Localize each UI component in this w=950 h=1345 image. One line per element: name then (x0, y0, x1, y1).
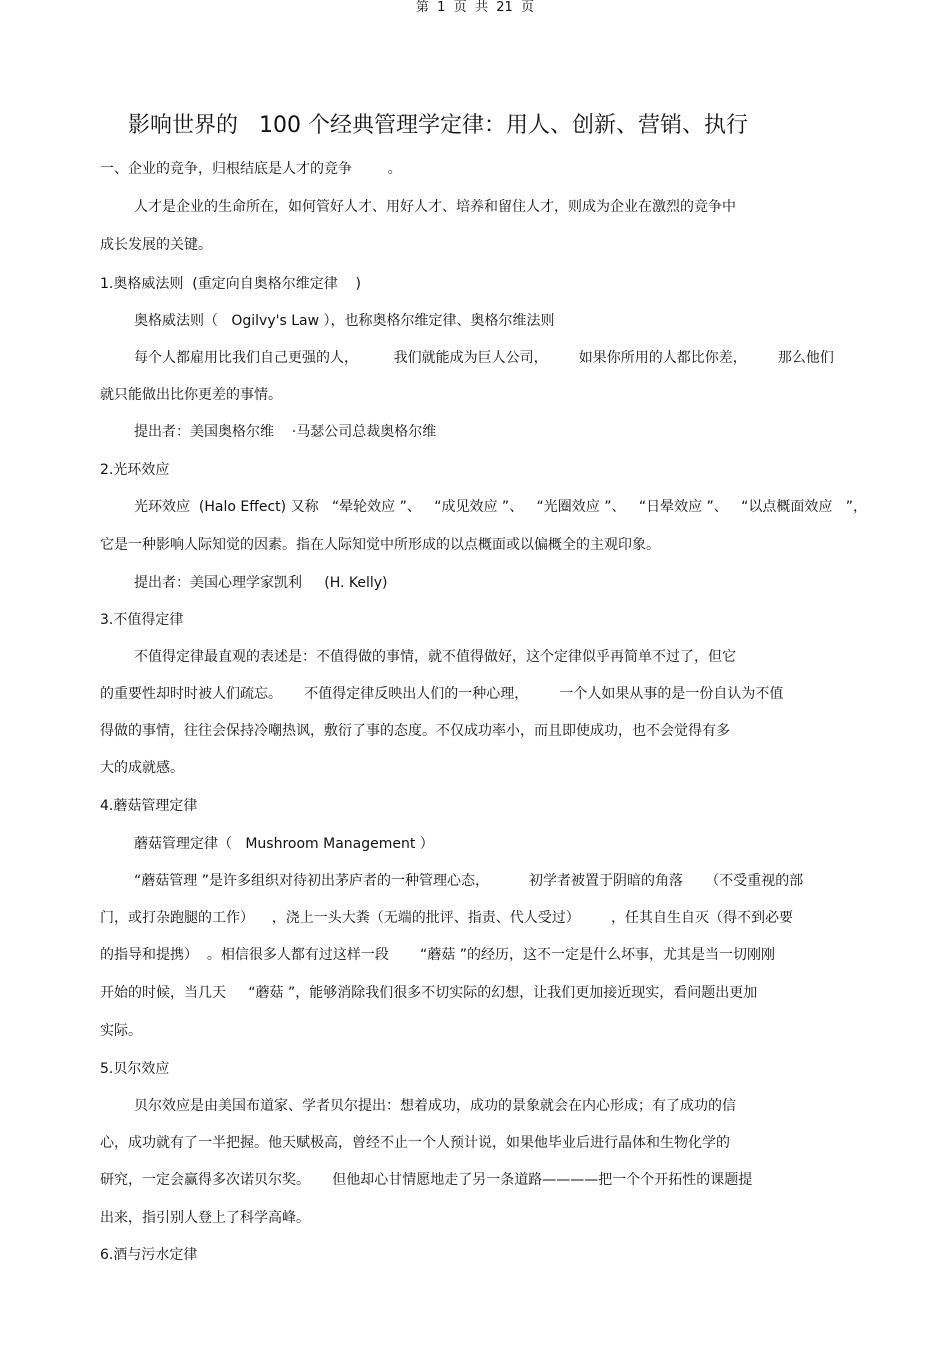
paragraph-line: 成长发展的关键。 (100, 237, 212, 253)
paragraph-line: 开始的时候，当几天 “蘑菇 ”，能够消除我们很多不切实际的幻想，让我们更加接近现实，看问题出更加 (100, 985, 758, 1001)
law-heading-1: 1.奥格威法则 (重定向自奥格尔维定律 ) (100, 276, 361, 292)
paragraph-line: 它是一种影响人际知觉的因素。指在人际知觉中所形成的以点概面或以偏概全的主观印象。 (100, 537, 660, 553)
proposer-line: 提出者：美国心理学家凯利 (H. Kelly) (134, 575, 388, 591)
paragraph-line: 奥格威法则（ Ogilvy's Law ），也称奥格尔维定律、奥格尔维法则 (134, 313, 555, 329)
proposer-line: 提出者：美国奥格尔维 ·马瑟公司总裁奥格尔维 (134, 424, 437, 440)
paragraph-line: 人才是企业的生命所在，如何管好人才、用好人才、培养和留住人才，则成为企业在激烈的竞争中 (134, 199, 736, 215)
section-heading: 一、企业的竞争，归根结底是人才的竞争 。 (100, 161, 402, 177)
paragraph-line: 研究，一定会赢得多次诺贝尔奖。 但他却心甘情愿地走了另一条道路————把一个个开拓性的课题提 (100, 1172, 753, 1188)
paragraph-line: “蘑菇管理 ”是许多组织对待初出茅庐者的一种管理心态， 初学者被置于阴暗的角落 （不受重视的部 (134, 873, 804, 889)
law-heading-5: 5.贝尔效应 (100, 1061, 170, 1077)
document-title: 影响世界的 100 个经典管理学定律：用人、创新、营销、执行 (128, 113, 748, 138)
law-heading-3: 3.不值得定律 (100, 612, 184, 628)
paragraph-line: 贝尔效应是由美国布道家、学者贝尔提出：想着成功，成功的景象就会在内心形成；有了成功的信 (134, 1098, 736, 1114)
paragraph-line: 就只能做出比你更差的事情。 (100, 387, 282, 403)
paragraph-line: 光环效应 (Halo Effect) 又称 “晕轮效应 ”、 “成见效应 ”、 “光圈效应 ”、 “日晕效应 ”、 “以点概面效应 ”， (134, 499, 868, 515)
paragraph-line: 门，或打杂跑腿的工作） ，浇上一头大粪（无端的批评、指责、代人受过） ，任其自生自灭（得不到必要 (100, 910, 793, 926)
law-heading-2: 2.光环效应 (100, 462, 170, 478)
paragraph-line: 大的成就感。 (100, 760, 184, 776)
paragraph-line: 的重要性却时时被人们疏忘。 不值得定律反映出人们的一种心理， 一个人如果从事的是一份自认为不值 (100, 686, 784, 702)
paragraph-line: 心，成功就有了一半把握。他天赋极高，曾经不止一个人预计说，如果他毕业后进行晶体和生物化学的 (100, 1135, 730, 1151)
paragraph-line: 蘑菇管理定律（ Mushroom Management ） (134, 836, 434, 852)
paragraph-line: 每个人都雇用比我们自己更强的人， 我们就能成为巨人公司， 如果你所用的人都比你差， 那么他们 (134, 350, 834, 366)
paragraph-line: 得做的事情，往往会保持冷嘲热讽，敷衍了事的态度。不仅成功率小，而且即使成功，也不会觉得有多 (100, 723, 730, 739)
law-heading-4: 4.蘑菇管理定律 (100, 798, 198, 814)
page-footer: 第 1 页 共 21 页 (415, 0, 535, 15)
paragraph-line: 出来，指引别人登上了科学高峰。 (100, 1210, 310, 1226)
paragraph-line: 实际。 (100, 1023, 142, 1039)
law-heading-6: 6.酒与污水定律 (100, 1247, 198, 1263)
paragraph-line: 不值得定律最直观的表述是：不值得做的事情，就不值得做好，这个定律似乎再简单不过了，但它 (134, 649, 736, 665)
paragraph-line: 的指导和提携） 。相信很多人都有过这样一段 “蘑菇 ”的经历，这不一定是什么坏事，尤其是当一切刚刚 (100, 947, 776, 963)
